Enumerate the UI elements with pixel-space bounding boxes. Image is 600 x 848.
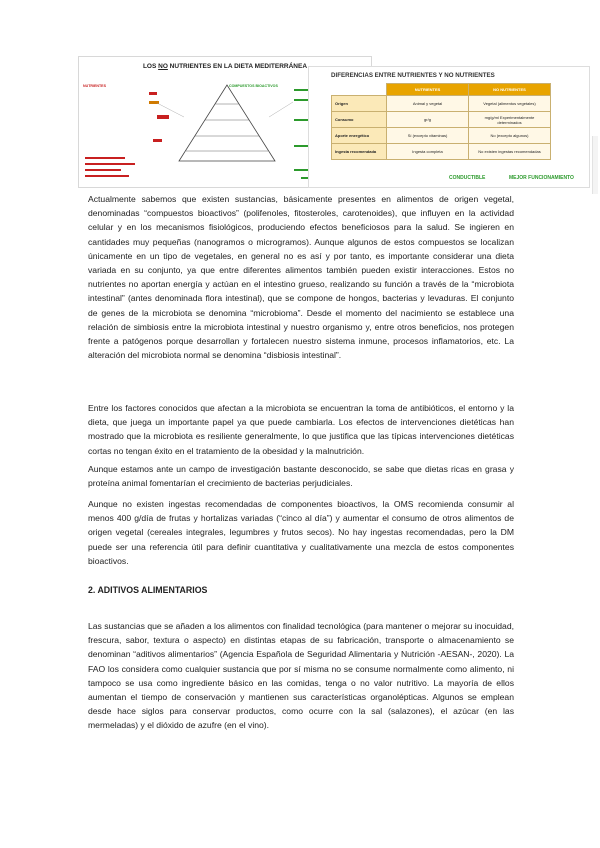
cell-value: Vegetal (alimentos vegetales) xyxy=(469,96,551,112)
paragraph-who-recommendation: Aunque no existen ingestas recomendadas de componentes bioactivos, la OMS recomienda consumir al menos 400 g/día de frutas y hortalizas variadas (“cinco al día”) y aumentar el consumo de otros alimentos de origen vegetal (cereales integrales, legumbres y frutos secos). No hay ingestas recomendadas, pero la DM puede ser una referencia útil para definir cuantitativa y cualitativamente una mezcla de estos componentes bioactivos. xyxy=(88,499,514,566)
paragraph-research-field: Aunque estamos ante un campo de investigación bastante desconocido, se sabe que dietas ricas en grasa y proteína animal fomentarían el crecimiento de bacterias perjudiciales. xyxy=(88,464,514,489)
bioactive-compounds-label: COMPUESTOS BIOACTIVOS xyxy=(229,84,278,88)
figure1-title: LOS NO NUTRIENTES EN LA DIETA MEDITERRÁNEA xyxy=(142,63,308,70)
figure2-footer-right: MEJOR FUNCIONAMIENTO xyxy=(509,175,574,181)
nutrients-comparison-figure xyxy=(308,66,590,188)
cell-value: Sí (excepto vitaminas) xyxy=(387,128,469,144)
row-label: Ingesta recomendada xyxy=(332,144,387,160)
cell-value: gr/g xyxy=(387,112,469,128)
cell-value: Ingesta completa xyxy=(387,144,469,160)
comparison-table xyxy=(331,83,551,160)
header-non-nutrients: NO NUTRIENTES xyxy=(469,84,551,96)
table-header-row xyxy=(332,84,551,96)
nutrients-label: NUTRIENTES xyxy=(83,84,106,88)
section-heading-aditivos: 2. ADITIVOS ALIMENTARIOS xyxy=(88,585,208,595)
paragraph-bioactive-compounds: Actualmente sabemos que existen sustancias, básicamente presentes en alimentos de origen vegetal, denominadas “compuestos bioactivos” (polifenoles, fitosteroles, carotenoides), que influyen en la actividad celular y en los mecanismos fisiológicos, produciendo efectos beneficiosos para la salud. Se ingieren en cantidades muy pequeñas (nanogramos o microgramos). Aunque algunos de estos compuestos se localizan únicamente en un tipo de vegetales, en general no es así y por tanto, es importante considerar una dieta variada en su conjunto, ya que entre diferentes alimentos también pueden existir interacciones. Estos no nutrientes no aportan energía y actúan en el intestino grueso, realizando su función a través de la “microbiota intestinal” (antes denominada flora intestinal), que se compone de hongos, bacterias y levaduras. El conjunto de genes de la microbiota se denomina “microbioma”. Desde el momento del nacimiento se establece una relación de simbiosis entre la microbiota intestinal y nuestro organismo y, entre otros beneficios, nos protegen frente a patógenos porque desarrollan y fortalecen nuestro sistema inmune, procesos inflamatorios, etc. La alteración del microbiota normal se denomina “disbiosis intestinal”. xyxy=(88,194,514,361)
page-edge-marker xyxy=(592,136,598,194)
table-row xyxy=(332,128,551,144)
figure2-title: DIFERENCIAS ENTRE NUTRIENTES Y NO NUTRIENTES xyxy=(331,72,495,79)
table-row xyxy=(332,96,551,112)
cell-value: mg/g/ml Experimentalmente determinados xyxy=(469,112,551,128)
row-label: Origen xyxy=(332,96,387,112)
row-label: Aporte energético xyxy=(332,128,387,144)
cell-value: Animal y vegetal xyxy=(387,96,469,112)
cell-value: No existen ingestas recomendadas xyxy=(469,144,551,160)
figure2-footer-left: CONDUCTIBLE xyxy=(449,175,486,181)
table-row xyxy=(332,144,551,160)
table-row xyxy=(332,112,551,128)
row-label: Consumo xyxy=(332,112,387,128)
paragraph-food-additives: Las sustancias que se añaden a los alimentos con finalidad tecnológica (para mantener o mejorar su inocuidad, frescura, sabor, textura o aspecto) en distintas etapas de su fabricación, transporte o almacenamiento se denominan “aditivos alimentarios” (Agencia Española de Seguridad Alimentaria y Nutrición -AESAN-, 2020). La FAO los considera como cualquier sustancia que por sí misma no se consume normalmente como alimento, ni tampoco se usa como ingrediente básico en las comidas, tenga o no valor nutritivo. La mayoría de ellos aumentan el tiempo de conservación y mantienen sus características organolépticas. Algunos se emplean desde hace siglos para conservar productos, como ocurre con la sal (salazones), el azúcar (en las mermeladas) y el dióxido de azufre (en el vino). xyxy=(88,621,514,731)
paragraph-microbiota-factors: Entre los factores conocidos que afectan a la microbiota se encuentran la toma de antibióticos, el entorno y la dieta, que juega un importante papel ya que puede cambiarla. Los efectos de intervenciones dietéticas han mostrado que la microbiota es resiliente generalmente, lo que justifica que las típicas intervenciones dietéticas cortas no tengan éxito en el tratamiento de la obesidad y la malnutrición. xyxy=(88,403,514,456)
header-nutrients: NUTRIENTES xyxy=(387,84,469,96)
cell-value: No (excepto algunos) xyxy=(469,128,551,144)
